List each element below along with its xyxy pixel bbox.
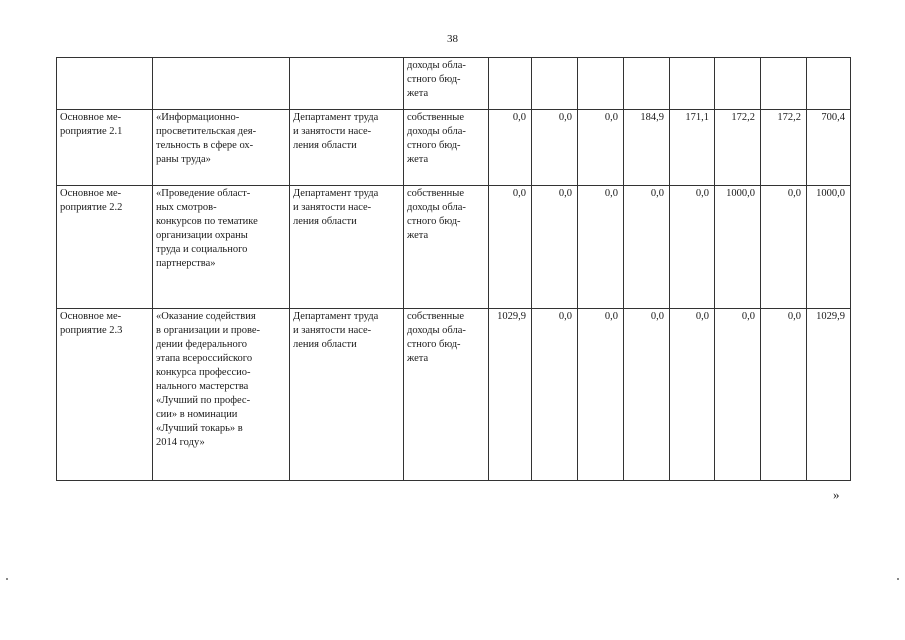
cell-value: 0,0 [532,186,578,309]
cell-executor [290,309,404,481]
table-row [57,186,851,309]
cell-value [807,58,851,110]
text-line: конкурсов по тематике [156,216,258,227]
cell-value: 0,0 [761,309,807,481]
cell-value: 184,9 [624,110,670,186]
cell-source [404,186,489,309]
cell-value: 172,2 [715,110,761,186]
text-line: просветительская дея- [156,126,257,137]
cell-value: 1029,9 [489,309,532,481]
text-line: собственные [407,311,465,322]
cell-value [578,58,624,110]
cell-name [153,186,290,309]
text-line: «Информационно- [156,112,240,123]
text-line: ления области [293,216,357,227]
cell-source [404,309,489,481]
text-line: тельность в сфере ох- [156,140,254,151]
table-row [57,58,851,110]
text-line: роприятие 2.1 [60,126,123,137]
cell-code [57,58,153,110]
cell-value: 700,4 [807,110,851,186]
text-line: «Лучший по профес- [156,395,251,406]
text-line: роприятие 2.3 [60,325,123,336]
cell-value: 0,0 [624,186,670,309]
page-number: 38 [447,33,458,45]
text-line: дении федерального [156,339,248,350]
cell-value [670,58,715,110]
text-line: жета [407,230,429,241]
text-line: Основное ме- [60,188,122,199]
text-line: ных смотров- [156,202,217,213]
cell-value: 0,0 [578,110,624,186]
cell-value [715,58,761,110]
cell-value: 0,0 [715,309,761,481]
text-line: стного бюд- [407,74,461,85]
cell-value: 0,0 [761,186,807,309]
text-line: жета [407,353,429,364]
text-line: роприятие 2.2 [60,202,123,213]
cell-value: 1029,9 [807,309,851,481]
text-line: конкурса профессио- [156,367,251,378]
text-line: Основное ме- [60,112,122,123]
text-line: нального мастерства [156,381,249,392]
text-line: труда и социального [156,244,248,255]
cell-value: 0,0 [670,309,715,481]
text-line: собственные [407,112,465,123]
text-line: «Проведение област- [156,188,251,199]
text-line: стного бюд- [407,140,461,151]
cell-value [761,58,807,110]
cell-name [153,110,290,186]
text-line: собственные [407,188,465,199]
cell-executor [290,110,404,186]
cell-value: 171,1 [670,110,715,186]
text-line: ления области [293,339,357,350]
closing-quote-mark: » [833,487,840,502]
cell-value: 0,0 [532,110,578,186]
table-row [57,110,851,186]
cell-executor [290,58,404,110]
text-line: этапа всероссийского [156,353,253,364]
text-line: ления области [293,140,357,151]
cell-value [532,58,578,110]
text-line: организации охраны [156,230,248,241]
text-line: и занятости насе- [293,325,372,336]
text-line: и занятости насе- [293,202,372,213]
cell-value: 0,0 [624,309,670,481]
cell-value: 0,0 [489,186,532,309]
text-line: и занятости насе- [293,126,372,137]
cell-source [404,58,489,110]
text-line: жета [407,88,429,99]
text-line: Департамент труда [293,188,379,199]
cell-code [57,110,153,186]
cell-value: 1000,0 [807,186,851,309]
cell-value: 0,0 [578,309,624,481]
cell-value [624,58,670,110]
text-line: доходы обла- [407,202,466,213]
text-line: Департамент труда [293,112,379,123]
text-line: раны труда» [156,154,211,165]
text-line: «Лучший токарь» в [156,423,243,434]
cell-executor [290,186,404,309]
text-line: «Оказание содействия [156,311,256,322]
text-line: доходы обла- [407,126,466,137]
scan-dot-left [6,578,8,580]
text-line: 2014 году» [156,437,205,448]
cell-name [153,309,290,481]
text-line: Основное ме- [60,311,122,322]
text-line: партнерства» [156,258,216,269]
scan-dot-right [897,578,899,580]
cell-value: 0,0 [578,186,624,309]
text-line: стного бюд- [407,216,461,227]
cell-value: 1000,0 [715,186,761,309]
text-line: сии» в номинации [156,409,238,420]
program-table [56,57,851,481]
cell-value: 0,0 [532,309,578,481]
text-line: жета [407,154,429,165]
cell-source [404,110,489,186]
cell-value: 172,2 [761,110,807,186]
cell-value: 0,0 [489,110,532,186]
cell-value [489,58,532,110]
text-line: доходы обла- [407,325,466,336]
text-line: Департамент труда [293,311,379,322]
text-line: доходы обла- [407,60,466,71]
cell-code [57,309,153,481]
table-row [57,309,851,481]
cell-value: 0,0 [670,186,715,309]
cell-name [153,58,290,110]
text-line: в организации и прове- [156,325,260,336]
cell-code [57,186,153,309]
text-line: стного бюд- [407,339,461,350]
